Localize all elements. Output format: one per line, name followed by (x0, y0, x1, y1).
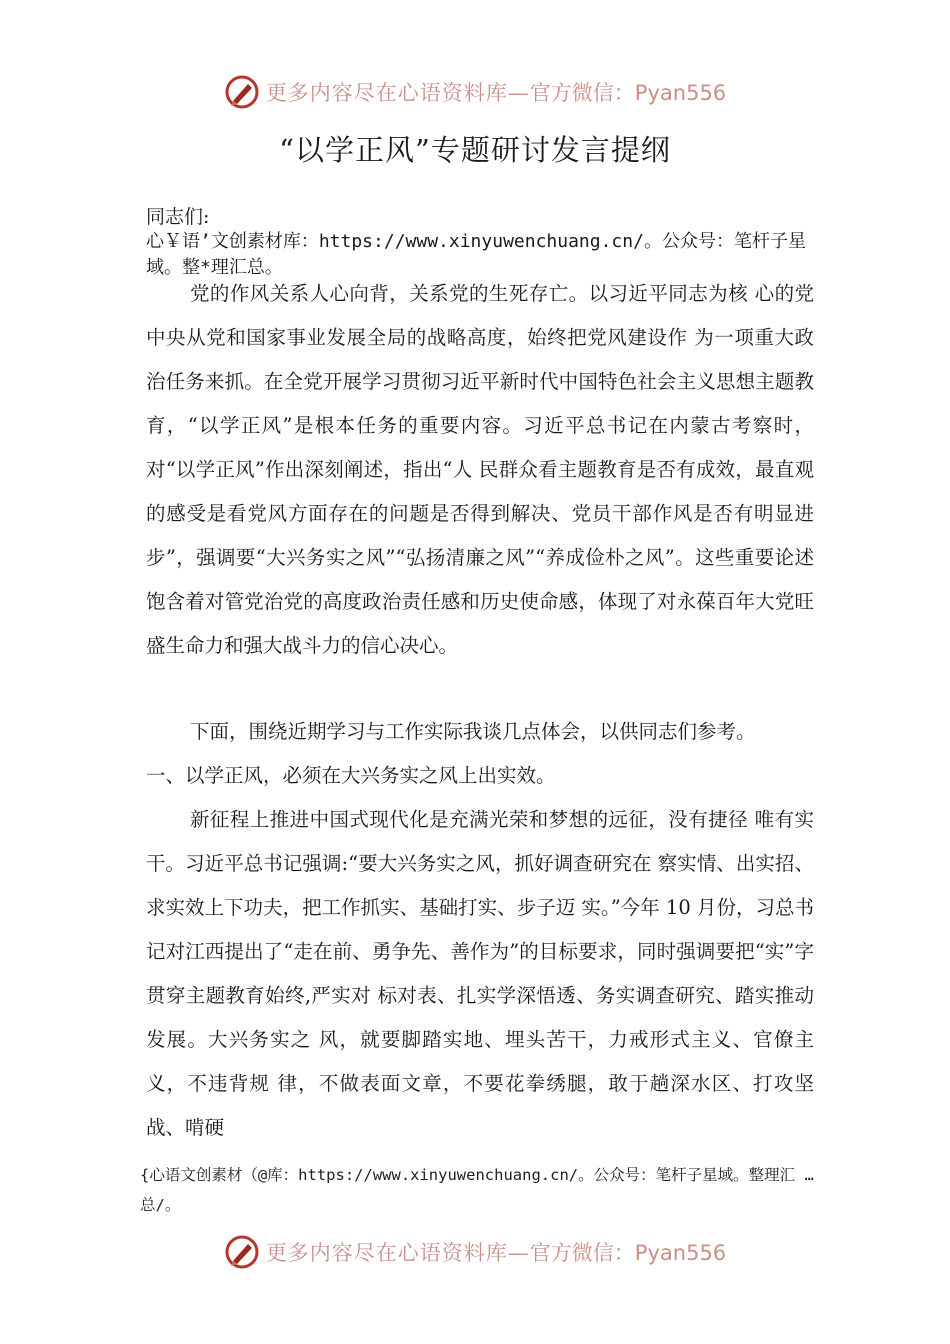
paragraph-2: 下面，围绕近期学习与工作实际我谈几点体会，以供同志们参考。 (190, 720, 756, 743)
footer-banner (0, 1230, 950, 1274)
document-title: “以学正风”专题研讨发言提纲 (279, 133, 671, 167)
paragraph-3: 新征程上推进中国式现代化是充满光荣和梦想的远征，没有捷径 唯有实干。习近平总书记强调:“要大兴务实之风，抓好调查研究在 察实情、出实招、求实效上下功夫，把工作抓实、基础打实、步子迈 实。”今年 10 月份，习总书记对江西提出了“走在前、勇争先、善作为”的目标要求，同时强调要把“实”字贯穿主题教育始终,严实对 标对表、扎实学深悟透、务实调查研究、踏实推动发展。大兴务实之 风，就要脚踏实地、埋头苦干，力戒形式主义、官僚主义，不违背规 律，不做表面文章，不要花拳绣腿，敢于趟深水区、打攻坚战、啃硬 (146, 808, 814, 1139)
section-heading-1: 一、以学正风，必须在大兴务实之风上出实效。 (146, 764, 556, 787)
pen-logo-icon (224, 1234, 260, 1270)
salutation: 同志们: (146, 206, 210, 228)
header-banner (0, 70, 950, 114)
banner-wechat: 官方微信：Pyan556 (529, 81, 727, 105)
pen-logo-icon (224, 74, 260, 110)
source-note: 心￥语’文创素材库：https://www.xinyuwenchuang.cn/。公众号：笔杆子星域。整*理汇总。 (146, 231, 806, 278)
footer-note: {心语文创素材（@库：https://www.xinyuwenchuang.cn/。公众号：笔杆子星域。整理汇 …总/。 (140, 1166, 814, 1214)
paragraph-1: 党的作风关系人心向背，关系党的生死存亡。以习近平同志为核 心的党中央从党和国家事业发展全局的战略高度，始终把党风建设作 为一项重大政治任务来抓。在全党开展学习贯彻习近平新时代中国特色社会主义思想主题教育，“以学正风”是根本任务的重要内容。习近平总书记在内蒙古考察时，对“以学正风”作出深刻阐述，指出“人 民群众看主题教育是否有成效，最直观的感受是看党风方面存在的问题是否得到解决、党员干部作风是否有明显进步”，强调要“大兴务实之风”“弘扬清廉之风”“养成俭朴之风”。这些重要论述饱含着对管党治党的高度政治责任感和历史使命感，体现了对永葆百年大党旺 盛生命力和强大战斗力的信心决心。 (146, 282, 814, 657)
banner-text: 更多内容尽在心语资料库— (265, 1241, 530, 1265)
banner-wechat: 官方微信：Pyan556 (529, 1241, 727, 1265)
banner-text: 更多内容尽在心语资料库— (265, 81, 530, 105)
